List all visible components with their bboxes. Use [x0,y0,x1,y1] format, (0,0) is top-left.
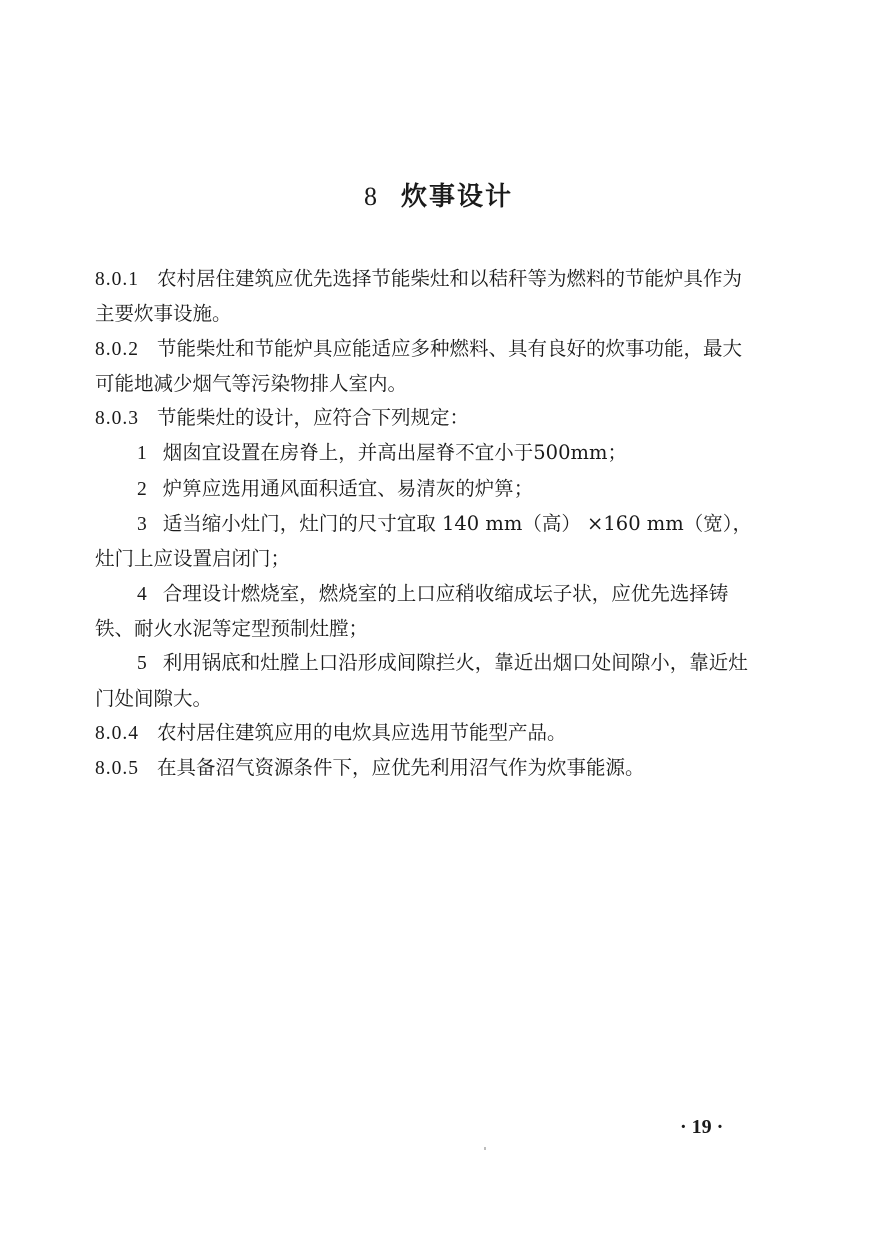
item-number: 3 [137,514,147,536]
clause-item-3 [95,507,757,577]
clause-text: 节能柴灶的设计，应符合下列规定： [157,406,470,430]
item-number: 2 [137,478,147,500]
clause-item-5 [95,646,757,716]
clause-text: 农村居住建筑应用的电炊具应选用节能型产品。 [157,720,567,744]
item-number: 4 [137,583,147,605]
clause-8-0-4 [95,716,757,751]
item-number: 5 [137,653,147,675]
item-number: 1 [137,443,147,465]
clause-number: 8.0.5 [95,758,139,780]
clause-text: 节能柴灶和节能炉具应能适应多种燃料、具有良好的炊事功能，最大可能地减少烟气等污染物排人室内。 [95,336,743,395]
clause-8-0-3 [95,401,757,436]
clause-item-1 [95,436,757,471]
clause-item-2 [95,472,757,507]
chapter-body [95,262,757,786]
clause-number: 8.0.1 [95,269,139,290]
clause-text: 农村居住建筑应优先选择节能柴灶和以秸秆等为燃料的节能炉具作为主要炊事设施。 [95,267,743,326]
clause-number: 8.0.2 [95,338,139,360]
item-text: 合理设计燃烧室，燃烧室的上口应稍收缩成坛子状，应优先选择铸铁、耐火水泥等定型预制灶膛； [95,581,729,640]
item-text: 烟囱宜设置在房脊上，并高出屋脊不宜小于500mm； [162,441,627,465]
clause-text: 在具备沼气资源条件下，应优先利用沼气作为炊事能源。 [157,756,645,780]
clause-number: 8.0.3 [95,408,139,430]
chapter-heading [0,176,877,213]
clause-8-0-2 [95,332,757,402]
item-text: 适当缩小灶门，灶门的尺寸宜取 140 mm（高） ×160 mm（宽），灶门上应设置启闭门； [95,512,753,571]
clause-8-0-1 [95,262,757,332]
scan-speck [484,1147,486,1150]
item-text: 炉箅应选用通风面积适宜、易清灰的炉箅； [162,476,534,500]
chapter-title: 炊事设计 [400,182,513,212]
item-text: 利用锅底和灶膛上口沿形成间隙拦火，靠近出烟口处间隙小，靠近灶门处间隙大。 [95,651,748,710]
chapter-number: 8 [363,182,379,211]
clause-number: 8.0.4 [95,722,139,744]
clause-item-4 [95,577,757,647]
clause-8-0-5 [95,751,757,786]
page-number: · 19 · [680,1116,724,1138]
